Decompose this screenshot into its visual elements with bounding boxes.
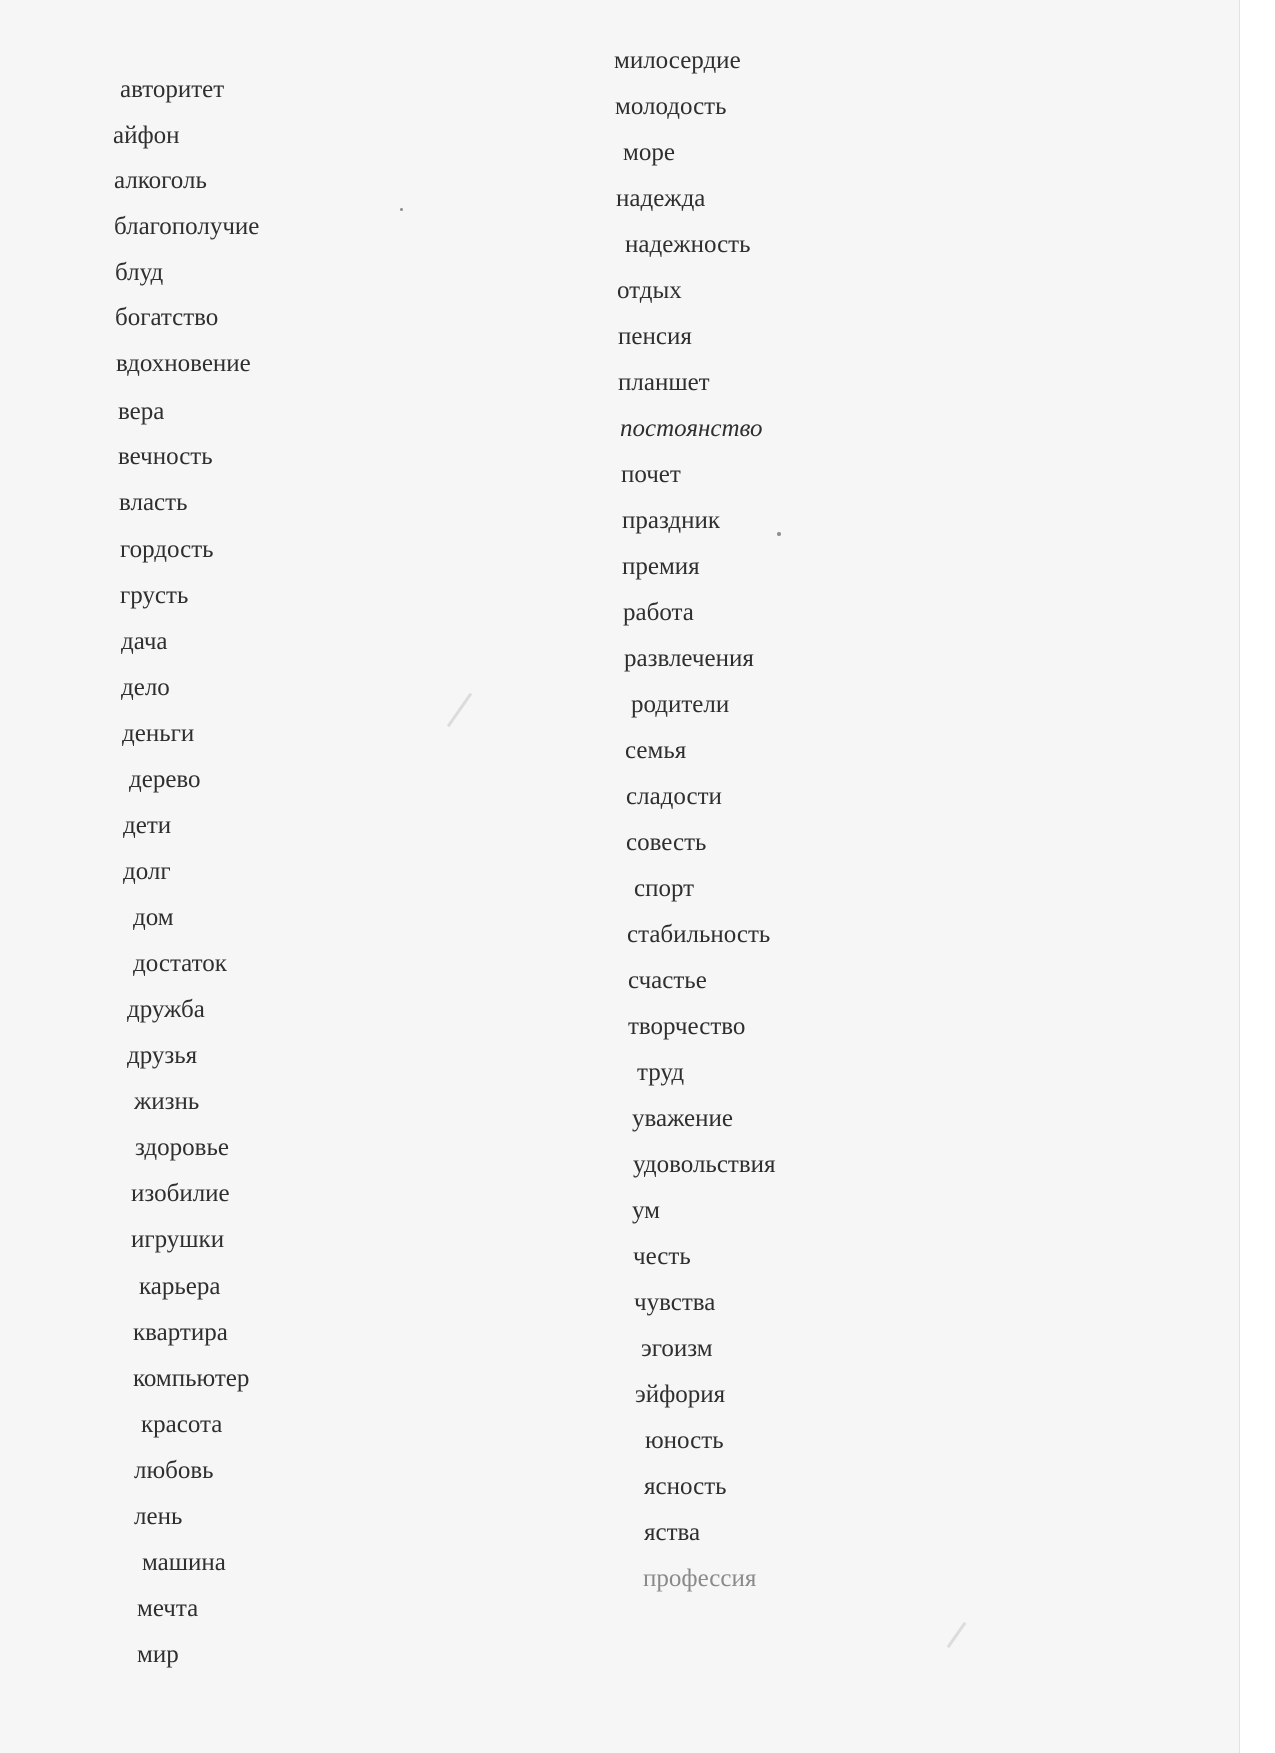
scan-smudge — [947, 1622, 967, 1648]
left-column-word: здоровье — [135, 1134, 229, 1161]
right-column-word: надежда — [616, 185, 706, 212]
left-column-word: красота — [141, 1411, 223, 1438]
left-column-word: дом — [133, 904, 174, 931]
left-column-word: игрушки — [131, 1226, 225, 1253]
left-column-word: дружба — [127, 996, 205, 1023]
scan-smudge — [447, 693, 472, 727]
left-column-word: блуд — [115, 259, 164, 286]
left-column-word: дело — [121, 674, 170, 701]
right-column-word: пенсия — [618, 323, 692, 350]
right-column-word: совесть — [626, 829, 707, 856]
right-column-word: родители — [631, 691, 730, 718]
right-column-word: уважение — [632, 1105, 733, 1132]
right-column-word: надежность — [625, 231, 751, 258]
left-column-word: грусть — [120, 582, 189, 609]
left-column-word: авторитет — [120, 76, 225, 103]
scan-speck — [777, 532, 781, 536]
left-column-word: вечность — [118, 443, 213, 470]
left-column-word: компьютер — [133, 1365, 250, 1392]
left-column-word: гордость — [120, 536, 214, 563]
right-column-word: работа — [623, 599, 694, 626]
left-column-word: мир — [137, 1641, 179, 1668]
left-column-word: достаток — [133, 950, 227, 977]
left-column-word: власть — [119, 489, 188, 516]
right-column-word: труд — [637, 1059, 685, 1086]
right-column-word: милосердие — [614, 47, 741, 74]
right-column-word: ясность — [644, 1473, 727, 1500]
right-column-word: отдых — [617, 277, 682, 304]
right-column-word: юность — [645, 1427, 724, 1454]
right-column-word: семья — [625, 737, 687, 764]
right-column-word: чувства — [634, 1289, 716, 1316]
left-column-word: лень — [134, 1503, 183, 1530]
right-column-word: удовольствия — [633, 1151, 776, 1178]
left-column-word: друзья — [127, 1042, 198, 1069]
right-column-word: творчество — [628, 1013, 746, 1040]
left-column-word: жизнь — [134, 1088, 200, 1115]
right-column-word: эйфория — [635, 1381, 726, 1408]
left-column-word: благополучие — [114, 213, 260, 240]
left-column-word: квартира — [133, 1319, 228, 1346]
right-column-word: молодость — [615, 93, 727, 120]
left-column-word: карьера — [139, 1273, 221, 1300]
right-column-word: спорт — [634, 875, 695, 902]
right-column-word: море — [623, 139, 675, 166]
left-column-word: айфон — [113, 122, 180, 149]
left-column-word: долг — [123, 858, 171, 885]
left-column-word: дача — [121, 628, 168, 655]
left-column-word: алкоголь — [114, 167, 207, 194]
right-column-word: сладости — [626, 783, 722, 810]
right-column-word: развлечения — [624, 645, 754, 672]
left-column-word: богатство — [115, 304, 219, 331]
right-column-word: честь — [633, 1243, 691, 1270]
right-column-word: постоянство — [620, 415, 763, 442]
left-column-word: дети — [123, 812, 172, 839]
left-column-word: любовь — [134, 1457, 214, 1484]
right-column-word: почет — [621, 461, 681, 488]
left-column-word: изобилие — [131, 1180, 230, 1207]
right-column-word: профессия — [643, 1565, 757, 1592]
right-column-word: ум — [632, 1197, 660, 1224]
left-column-word: вдохновение — [116, 350, 251, 377]
right-column-word: эгоизм — [641, 1335, 713, 1362]
left-column-word: дерево — [129, 766, 201, 793]
right-column-word: планшет — [618, 369, 710, 396]
left-column-word: мечта — [137, 1595, 199, 1622]
left-column-word: машина — [142, 1549, 226, 1576]
right-column-word: премия — [622, 553, 700, 580]
right-column-word: счастье — [628, 967, 707, 994]
left-column-word: деньги — [122, 720, 195, 747]
right-column-word: яства — [644, 1519, 701, 1546]
left-column-word: вера — [118, 398, 165, 425]
right-column-word: стабильность — [627, 921, 771, 948]
right-column-word: праздник — [622, 507, 721, 534]
scan-speck — [400, 208, 403, 211]
